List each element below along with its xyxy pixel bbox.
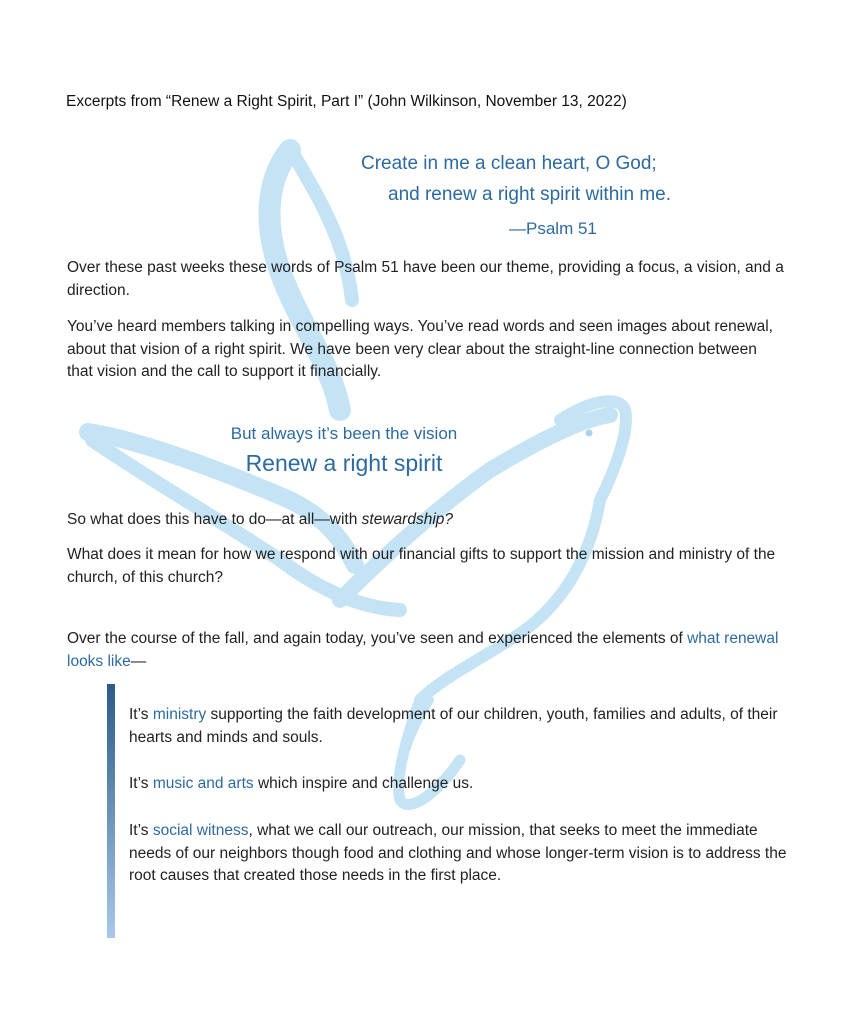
scripture-citation: —Psalm 51 [509, 219, 597, 238]
quote-ministry [129, 704, 789, 749]
quote-prefix: It’s [129, 822, 153, 839]
blockquote-bar [107, 684, 115, 938]
scripture-line-2: and renew a right spirit within me. [388, 184, 672, 205]
quote-text: supporting the faith development of our children, youth, families and adults, of their hearts and minds and souls. [129, 706, 778, 746]
music-arts-link[interactable]: music and arts [152, 775, 254, 792]
quote-text: which inspire and challenge us. [253, 775, 474, 792]
paragraph-stewardship [67, 509, 787, 532]
renewal-dash: — [130, 652, 147, 670]
paragraph-financial-gifts: What does it mean for how we respond with our financial gifts to support the mission and ministry of the church, of this church? [67, 546, 776, 586]
social-witness-link[interactable]: social witness [152, 822, 249, 839]
page-header: Excerpts from “Renew a Right Spirit, Part I” (John Wilkinson, November 13, 2022) [66, 93, 627, 110]
stewardship-text: So what does this have to do—at all—with [67, 511, 362, 528]
stewardship-emphasis: stewardship? [361, 511, 453, 528]
renewal-link[interactable]: what renewal looks like [67, 630, 779, 670]
paragraph-theme: Over these past weeks these words of Psalm 51 have been our theme, providing a focus, a vision, and a direction. [67, 259, 784, 299]
quote-social-witness [129, 820, 789, 888]
ministry-link[interactable]: ministry [152, 706, 207, 723]
paragraph-members: You’ve heard members talking in compelling ways. You’ve read words and seen images about renewal, about that vision of a right spirit. We have been very clear about the straight-line connection between that vision and the call to support it financially. [67, 318, 773, 380]
quote-prefix: It’s [129, 706, 153, 723]
quote-music [129, 773, 789, 796]
quote-prefix: It’s [129, 775, 153, 792]
callout-line-1: But always it’s been the vision [230, 424, 458, 443]
renewal-text: Over the course of the fall, and again today, you’ve seen and experienced the elements of [67, 630, 688, 647]
scripture-line-1: Create in me a clean heart, O God; [361, 153, 657, 174]
quote-text: , what we call our outreach, our mission, that seeks to meet the immediate needs of our neighbors though food and clothing and whose longer-term vision is to address the root causes that created those needs in the first place. [129, 822, 787, 884]
callout-line-2: Renew a right spirit [245, 450, 443, 476]
paragraph-renewal [67, 628, 787, 673]
